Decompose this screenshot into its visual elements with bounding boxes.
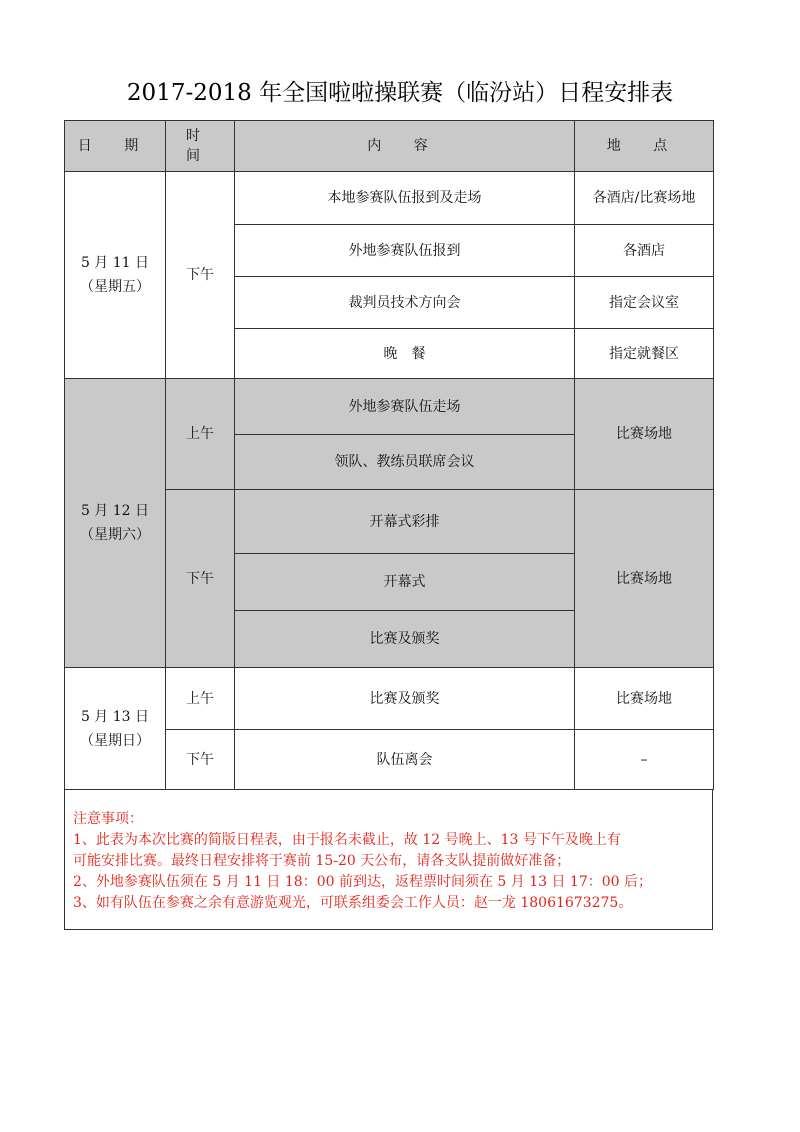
location-cell: – [575,730,714,790]
location-cell: 指定会议室 [575,277,714,329]
content-cell: 比赛及颁奖 [235,611,575,668]
time-cell-day2-pm: 下午 [166,490,235,668]
location-cell: 比赛场地 [575,379,714,490]
notes-line: 3、如有队伍在参赛之余有意游览观光，可联系组委会工作人员：赵一龙 18061673275。 [73,895,633,911]
notes-box [64,789,713,930]
content-cell: 比赛及颁奖 [235,668,575,730]
date-cell-day2 [65,379,166,668]
notes-line: 2、外地参赛队伍须在 5 月 11 日 18：00 前到达，返程票时间须在 5 月 13 日 17：00 后； [73,874,653,890]
content-cell: 领队、教练员联席会议 [235,435,575,490]
location-cell: 比赛场地 [575,490,714,668]
date-label: 5 月 11 日 [80,255,150,271]
notes-line: 可能安排比赛。最终日程安排将于赛前 15-20 天公布，请各支队提前做好准备； [73,853,571,869]
header-time: 时 间 [166,121,235,172]
location-cell: 各酒店/比赛场地 [575,172,714,225]
date-cell-day1 [65,172,166,379]
page-title: 2017-2018 年全国啦啦操联赛（临汾站）日程安排表 [126,80,674,106]
content-cell: 晚 餐 [235,329,575,379]
location-cell: 指定就餐区 [575,329,714,379]
content-cell: 队伍离会 [235,730,575,790]
content-cell: 本地参赛队伍报到及走场 [235,172,575,225]
header-location: 地 点 [575,121,714,172]
header-date: 日 期 [65,121,166,172]
time-cell-day3-pm: 下午 [166,730,235,790]
time-cell-day3-am: 上午 [166,668,235,730]
time-cell-day1: 下午 [166,172,235,379]
content-cell: 开幕式 [235,554,575,611]
header-content: 内 容 [235,121,575,172]
time-cell-day2-am: 上午 [166,379,235,490]
location-cell: 各酒店 [575,225,714,277]
notes-line: 1、此表为本次比赛的简版日程表，由于报名未截止，故 12 号晚上、13 号下午及晚上有 [73,832,621,848]
table-row [65,668,714,730]
date-cell-day3 [65,668,166,790]
content-cell: 外地参赛队伍报到 [235,225,575,277]
location-cell: 比赛场地 [575,668,714,730]
schedule-table [64,120,714,790]
notes-heading: 注意事项： [73,811,143,827]
weekday-label: （星期六） [80,527,150,543]
weekday-label: （星期日） [80,732,150,749]
content-cell: 外地参赛队伍走场 [235,379,575,435]
table-header-row [65,121,714,172]
table-row [65,379,714,435]
weekday-label: （星期五） [80,279,150,295]
table-row [65,172,714,225]
content-cell: 开幕式彩排 [235,490,575,554]
date-label: 5 月 12 日 [80,503,150,519]
date-label: 5 月 13 日 [80,708,150,725]
content-cell: 裁判员技术方向会 [235,277,575,329]
